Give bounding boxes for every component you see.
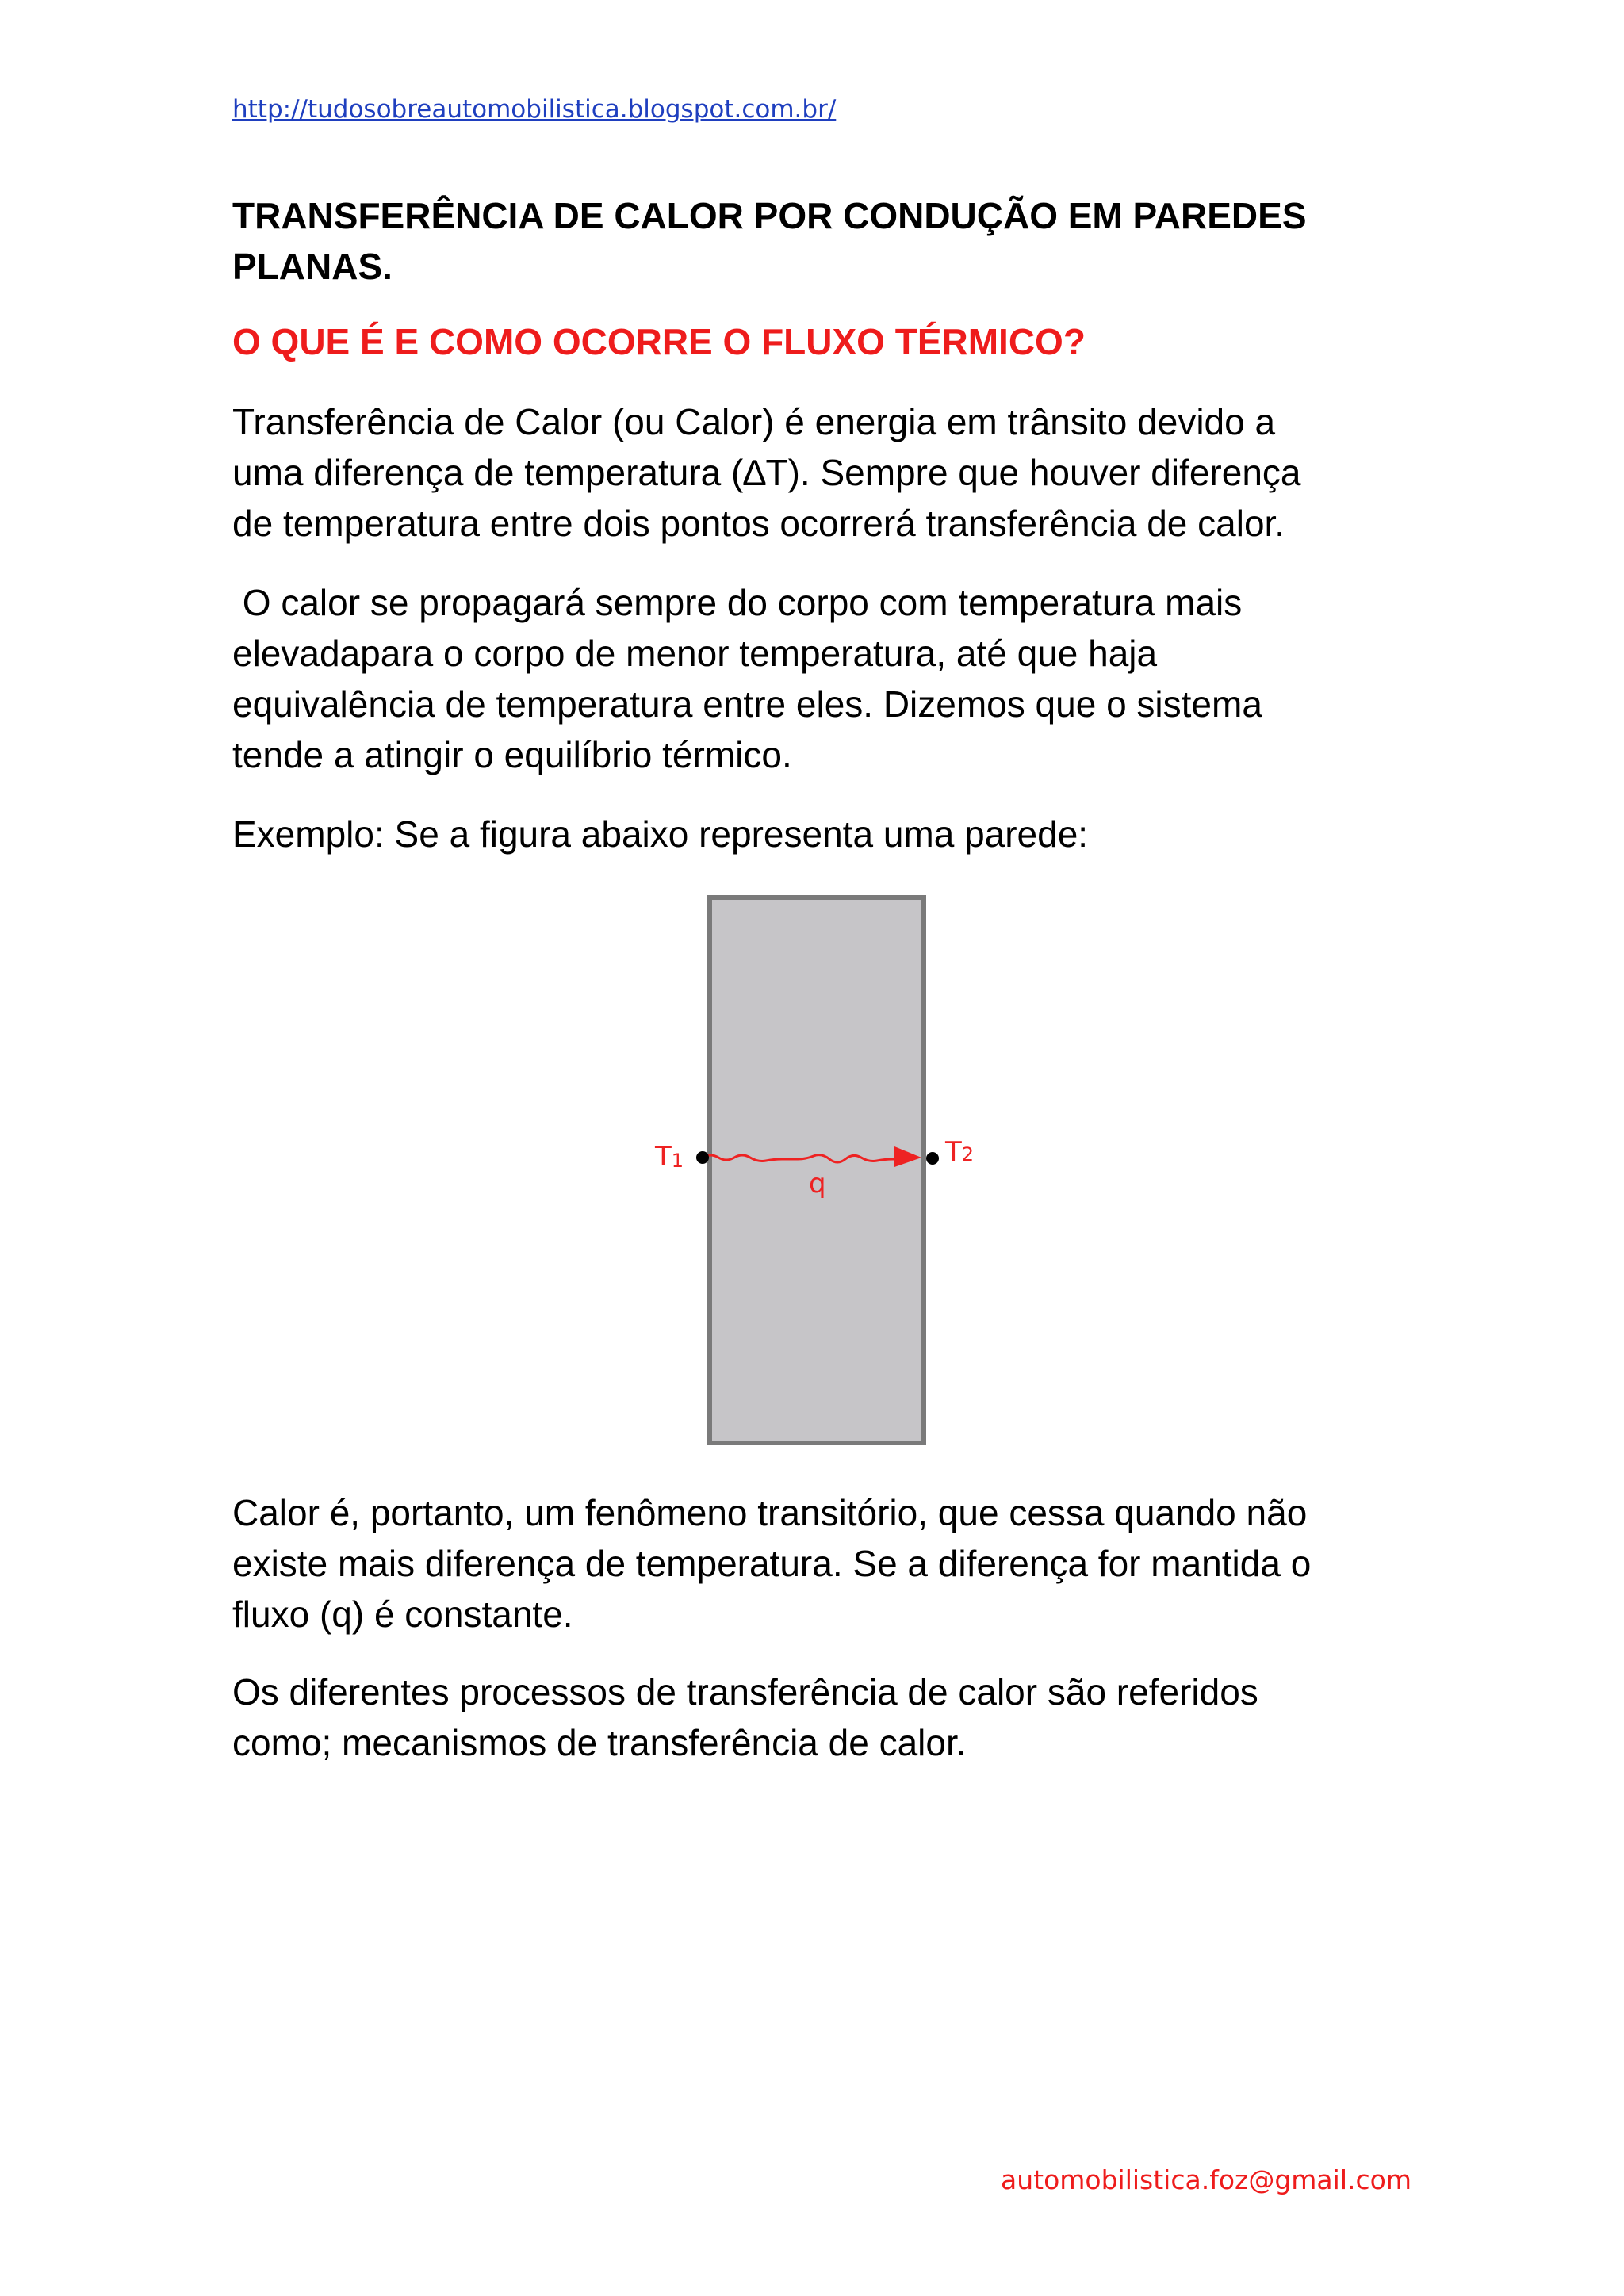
header-url-link[interactable]: http://tudosobreautomobilistica.blogspot.com.br/ [232, 95, 837, 124]
paragraph-mechanisms [232, 1667, 1398, 1768]
wall-heat-flow-figure [634, 888, 999, 1459]
point-t1-dot [696, 1151, 709, 1164]
text-line: como; mecanismos de transferência de calor. [232, 1722, 967, 1763]
text-line: elevadapara o corpo de menor temperatura, até que haja [232, 633, 1158, 674]
paragraph-definition [232, 396, 1398, 549]
section-subtitle: O QUE É E COMO OCORRE O FLUXO TÉRMICO? [232, 321, 1086, 362]
text-line: existe mais diferença de temperatura. Se a diferença for mantida o [232, 1543, 1312, 1584]
paragraph-propagation [232, 577, 1398, 780]
paragraph-example [232, 809, 1398, 859]
label-t1: T1 [655, 1141, 684, 1173]
text-line: tende a atingir o equilíbrio térmico. [232, 734, 792, 775]
paragraph-transitory [232, 1487, 1398, 1640]
footer-email: automobilistica.foz@gmail.com [1001, 2164, 1411, 2195]
point-t2-dot [926, 1152, 939, 1165]
text-line: Transferência de Calor (ou Calor) é energia em trânsito devido a [232, 401, 1276, 442]
text-line: equivalência de temperatura entre eles. Dizemos que o sistema [232, 683, 1262, 725]
text-line: de temperatura entre dois pontos ocorrerá transferência de calor. [232, 503, 1285, 544]
text-line: uma diferença de temperatura (∆T). Sempre que houver diferença [232, 452, 1301, 493]
document-title [232, 190, 1390, 292]
title-line: PLANAS. [232, 246, 393, 287]
title-line: TRANSFERÊNCIA DE CALOR POR CONDUÇÃO EM PAREDES [232, 195, 1307, 236]
text-line: O calor se propagará sempre do corpo com temperatura mais [232, 582, 1243, 623]
text-line: Os diferentes processos de transferência de calor são referidos [232, 1671, 1258, 1712]
text-line: Exemplo: Se a figura abaixo representa uma parede: [232, 813, 1089, 855]
text-line: Calor é, portanto, um fenômeno transitório, que cessa quando não [232, 1492, 1308, 1533]
label-t2: T2 [945, 1136, 975, 1168]
text-line: fluxo (q) é constante. [232, 1594, 573, 1635]
label-q: q [809, 1168, 826, 1200]
